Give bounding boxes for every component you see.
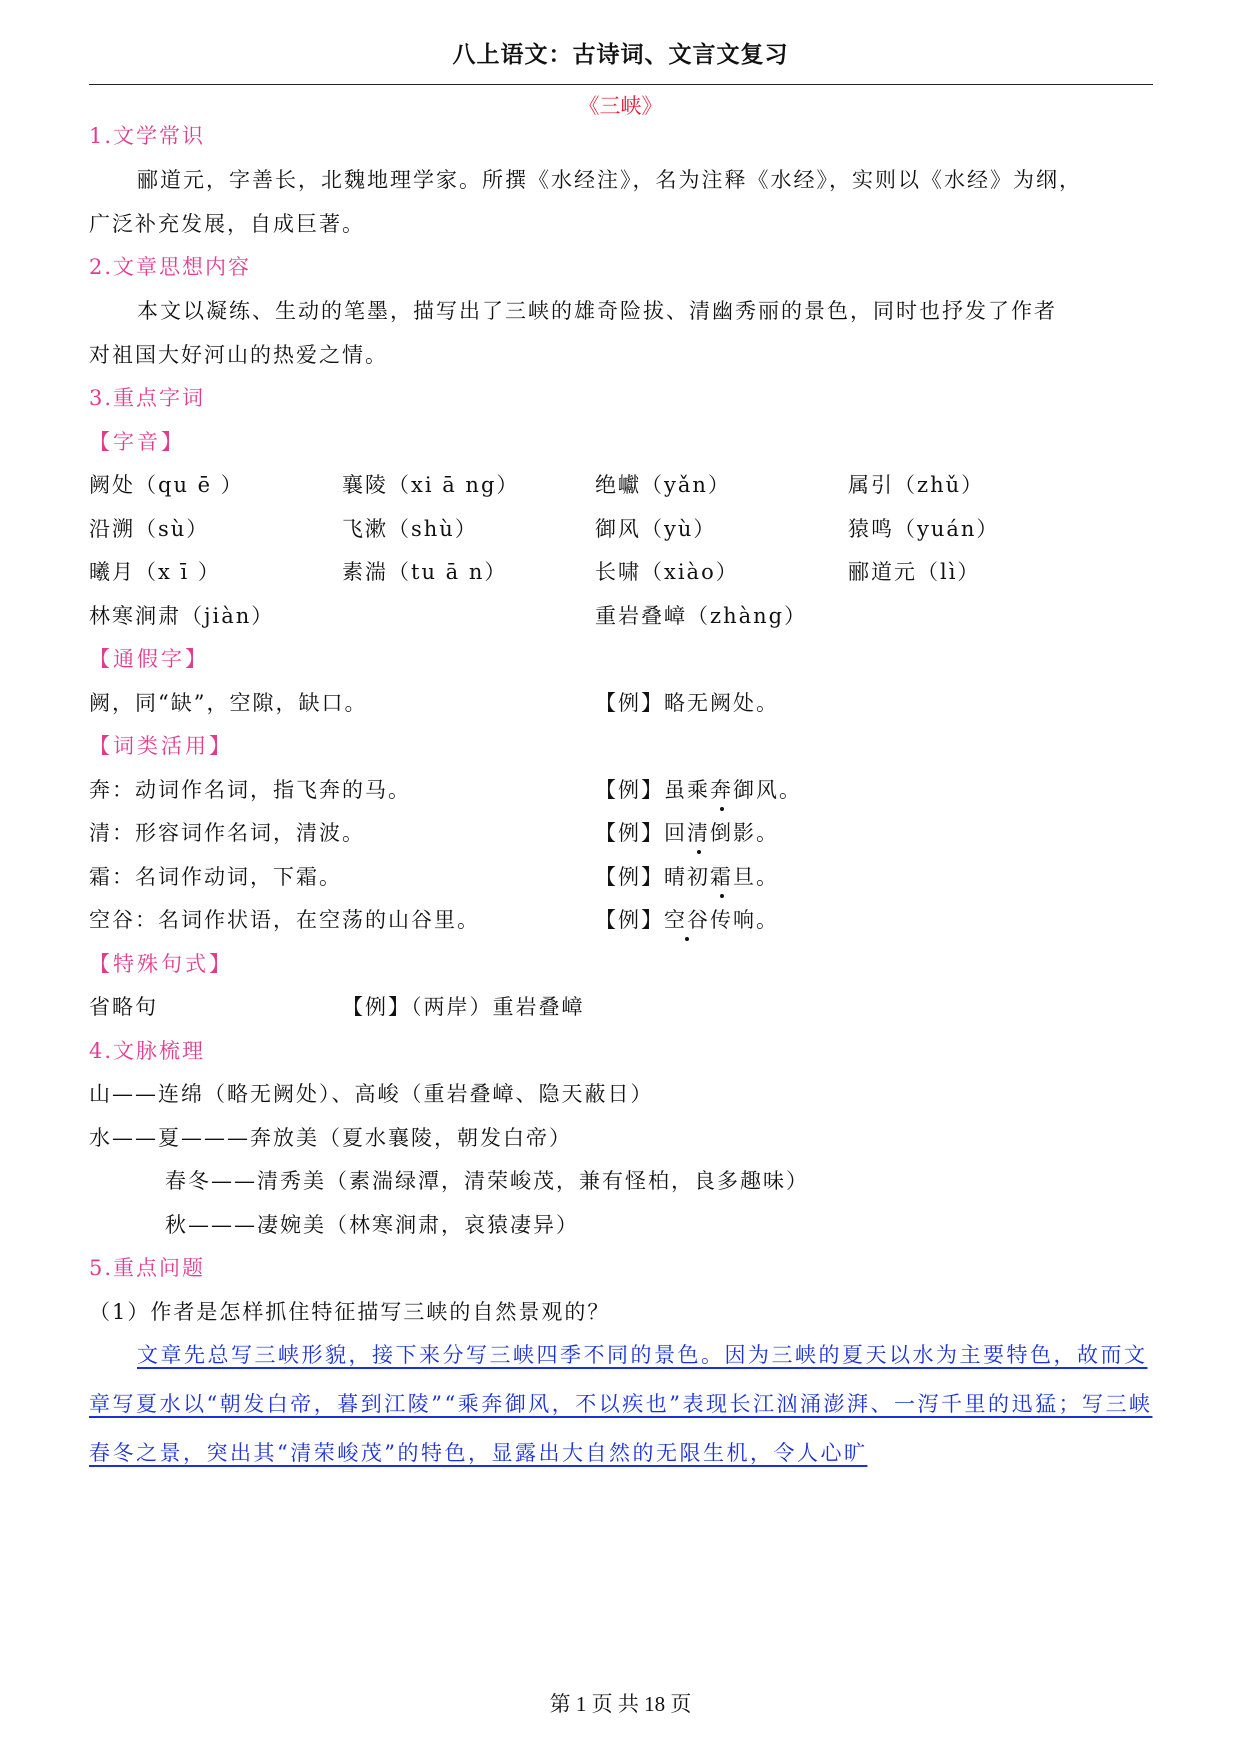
- page-header-title: 八上语文：古诗词、文言文复习: [452, 42, 789, 68]
- pron-item: 御风（yù）: [595, 517, 717, 541]
- tag-special-sentence: 【特殊句式】: [89, 952, 233, 976]
- section-heading-theme: 2.文章思想内容: [89, 255, 252, 279]
- tongjia-definition: 阙，同“缺”，空隙，缺口。: [89, 691, 368, 715]
- pron-item: 林寒涧肃（jiàn）: [89, 604, 275, 628]
- word-class-definition: 霜：名词作动词，下霜。: [89, 865, 342, 889]
- special-sentence-type: 省略句: [89, 995, 158, 1019]
- page-number: 第 1 页 共 18 页: [549, 1692, 692, 1716]
- word-class-definition: 清：形容词作名词，清波。: [89, 821, 365, 845]
- emphasis-dot-chars: 空谷: [664, 908, 710, 932]
- pron-item: 素湍（tu ā n）: [342, 560, 508, 584]
- question-text: （1）作者是怎样抓住特征描写三峡的自然景观的？: [89, 1300, 611, 1324]
- pron-item: 重岩叠嶂（zhàng）: [595, 604, 808, 628]
- structure-line: 水——夏———奔放美（夏水襄陵，朝发白帝）: [89, 1126, 572, 1150]
- pron-item: 长啸（xiào）: [595, 560, 739, 584]
- paragraph-line: 郦道元，字善长，北魏地理学家。所撰《水经注》，名为注释《水经》，实则以《水经》为纲，: [137, 168, 1082, 192]
- word-class-example: 【例】虽乘奔御风。: [595, 778, 802, 802]
- word-class-example: 【例】回清倒影。: [595, 821, 779, 845]
- paragraph-line: 本文以凝练、生动的笔墨，描写出了三峡的雄奇险拔、清幽秀丽的景色，同时也抒发了作者: [137, 299, 1057, 323]
- emphasis-dot-char: 奔: [710, 778, 733, 802]
- section-heading-structure: 4.文脉梳理: [89, 1039, 206, 1063]
- structure-line: 秋———凄婉美（林寒涧肃，哀猿凄异）: [165, 1213, 579, 1237]
- pron-item: 属引（zhǔ）: [848, 473, 985, 497]
- lesson-title: 《三峡》: [578, 94, 663, 118]
- special-sentence-example: 【例】（两岸）重岩叠嶂: [342, 995, 585, 1019]
- word-class-example: 【例】空谷传响。: [595, 908, 779, 932]
- pron-item: 绝巘（yǎn）: [595, 473, 731, 497]
- word-class-example: 【例】晴初霜旦。: [595, 865, 779, 889]
- pron-item: 阙处（qu ē ）: [89, 473, 244, 497]
- section-heading-questions: 5.重点问题: [89, 1256, 206, 1280]
- tag-pronunciation: 【字音】: [89, 430, 185, 454]
- pron-item: 郦道元（lì）: [848, 560, 981, 584]
- header-divider: [89, 84, 1153, 85]
- pron-item: 曦月（x ī ）: [89, 560, 221, 584]
- tongjia-example: 【例】略无阙处。: [595, 691, 779, 715]
- pron-item: 猿鸣（yuán）: [848, 517, 1000, 541]
- section-heading-vocab: 3.重点字词: [89, 386, 206, 410]
- paragraph-line: 对祖国大好河山的热爱之情。: [89, 343, 388, 367]
- section-heading-literature: 1.文学常识: [89, 124, 206, 148]
- tag-word-class: 【词类活用】: [89, 734, 233, 758]
- emphasis-dot-char: 清: [687, 821, 710, 845]
- word-class-definition: 奔：动词作名词，指飞奔的马。: [89, 778, 411, 802]
- paragraph-line: 广泛补充发展，自成巨著。: [89, 212, 365, 236]
- pron-item: 襄陵（xi ā ng）: [342, 473, 520, 497]
- tag-tongjia: 【通假字】: [89, 647, 209, 671]
- structure-line: 春冬——清秀美（素湍绿潭，清荣峻茂，兼有怪柏，良多趣味）: [165, 1169, 809, 1193]
- pron-item: 沿溯（sù）: [89, 517, 210, 541]
- structure-line: 山——连绵（略无阙处）、高峻（重岩叠嶂、隐天蔽日）: [89, 1082, 654, 1106]
- answer-text: 文章先总写三峡形貌，接下来分写三峡四季不同的景色。因为三峡的夏天以水为主要特色，故而文章写夏水以“朝发白帝，暮到江陵”“乘奔御风，不以疾也”表现长江汹涌澎湃、一泻千里的迅猛；写三峡春冬之景，突出其“清荣峻茂”的特色，显露出大自然的无限生机，令人心旷: [89, 1343, 1153, 1465]
- word-class-definition: 空谷：名词作状语，在空荡的山谷里。: [89, 908, 480, 932]
- emphasis-dot-char: 霜: [710, 865, 733, 889]
- pron-item: 飞漱（shù）: [342, 517, 478, 541]
